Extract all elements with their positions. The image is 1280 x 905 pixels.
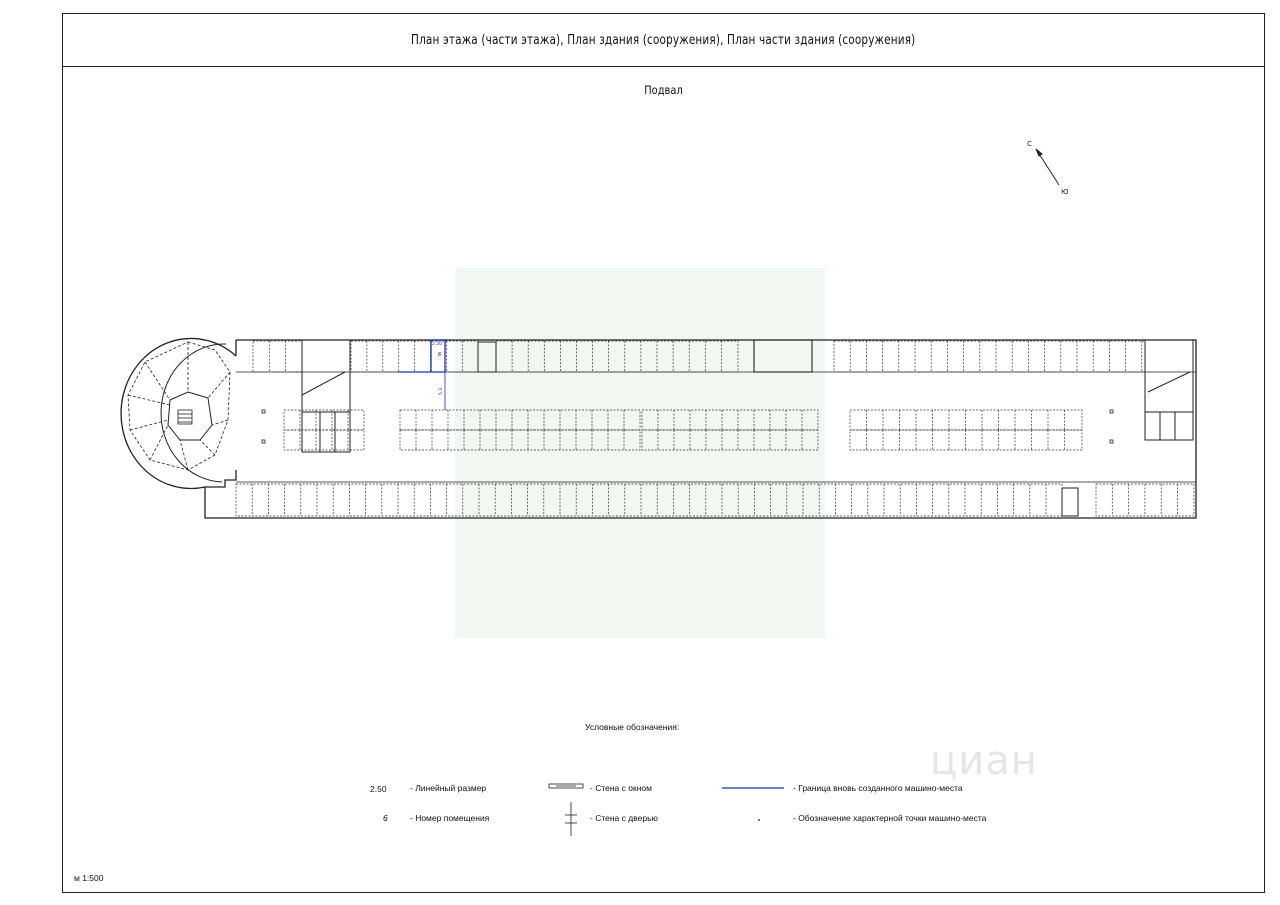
background-highlight: [455, 268, 825, 638]
scale-label: м 1:500: [74, 873, 104, 883]
window-wall-icon: [549, 784, 583, 788]
new-space-dimension: 2.50: [432, 342, 443, 347]
legend-point-text: - Обозначение характерной точки машино-места: [793, 813, 987, 823]
door-wall-icon: [565, 802, 577, 836]
stall-row: [253, 341, 302, 372]
stall-row: [284, 430, 364, 450]
stall-row: [850, 430, 1082, 450]
new-space-number: 6: [438, 352, 442, 358]
compass-south: Ю: [1061, 188, 1069, 196]
compass-icon: [1027, 140, 1069, 196]
legend-door-wall-text: - Стена с дверью: [590, 813, 658, 823]
legend-dimension-sample: 2.50: [370, 784, 387, 794]
side-dimension: 5.3: [439, 387, 444, 395]
legend-room-number-sample: 6: [383, 813, 388, 823]
legend-dimension-text: - Линейный размер: [410, 783, 487, 793]
legend-window-wall-text: - Стена с окном: [590, 783, 652, 793]
ramp-rotunda: [128, 342, 230, 470]
legend-boundary-text: - Граница вновь созданного машино-места: [793, 783, 963, 793]
rotunda-stair-icon: [178, 410, 192, 424]
floor-label: Подвал: [644, 83, 683, 97]
right-stair-core: [1145, 340, 1193, 440]
stall-row: [834, 341, 1145, 372]
watermark: циан: [930, 738, 1038, 784]
stall-row: [850, 410, 1082, 430]
stall-row: [284, 410, 364, 430]
compass-north: С: [1027, 140, 1032, 148]
left-stair-core: [302, 340, 350, 452]
legend-title: Условные обозначения:: [585, 722, 680, 732]
new-parking-space-boundary: [398, 340, 445, 410]
point-icon: [758, 819, 760, 821]
plan-title: План этажа (части этажа), План здания (сооружения), План части здания (сооружения): [411, 32, 916, 48]
legend-room-number-text: - Номер помещения: [410, 813, 490, 823]
